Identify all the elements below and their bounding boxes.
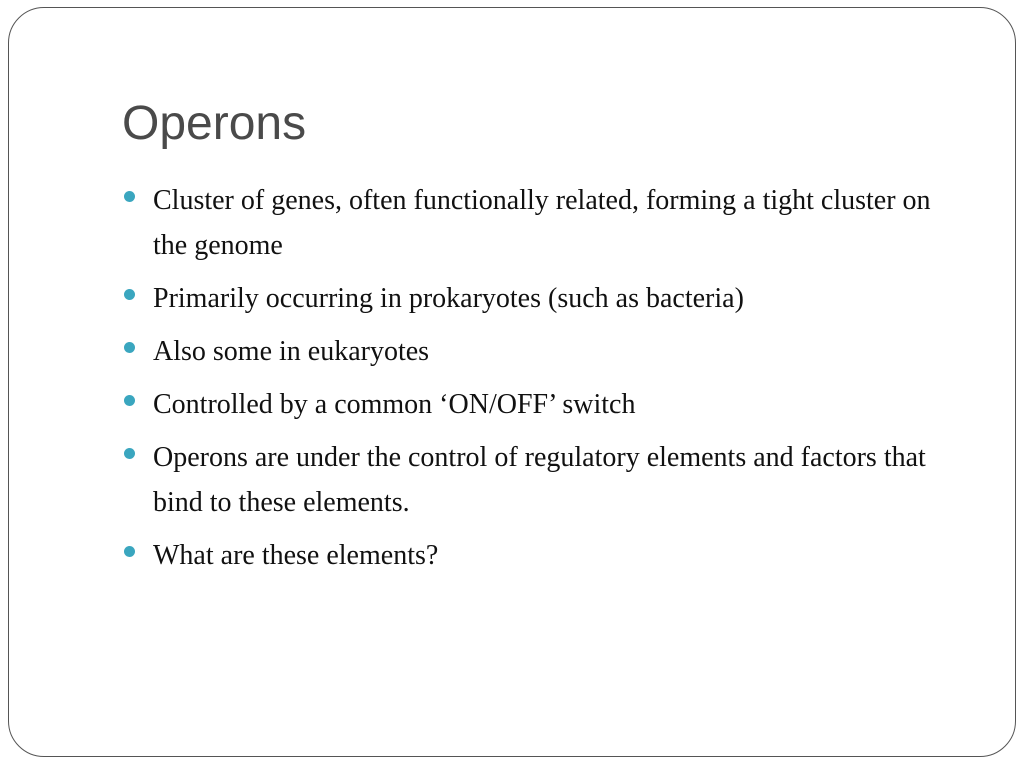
bullet-dot-icon	[124, 448, 135, 459]
bullet-dot-icon	[124, 546, 135, 557]
bullet-dot-icon	[124, 289, 135, 300]
bullet-text: Controlled by a common ‘ON/OFF’ switch	[153, 389, 636, 420]
bullet-dot-icon	[124, 342, 135, 353]
bullet-text: Also some in eukaryotes	[153, 336, 430, 367]
bullet-text: Primarily occurring in prokaryotes (such as bacteria)	[153, 283, 744, 314]
bullet-text: Cluster of genes, often functionally related, forming a tight cluster on the genome	[153, 185, 931, 261]
bullet-item	[124, 178, 954, 268]
slide	[8, 7, 1016, 757]
bullet-item	[124, 276, 954, 321]
bullet-dot-icon	[124, 191, 135, 202]
bullet-text: What are these elements?	[153, 540, 439, 571]
bullet-dot-icon	[124, 395, 135, 406]
bullet-text: Operons are under the control of regulatory elements and factors that bind to these elements.	[153, 442, 926, 518]
bullet-list	[124, 178, 954, 586]
bullet-item	[124, 329, 954, 374]
bullet-item	[124, 533, 954, 578]
slide-title: Operons	[122, 97, 307, 150]
bullet-item	[124, 435, 954, 525]
bullet-item	[124, 382, 954, 427]
